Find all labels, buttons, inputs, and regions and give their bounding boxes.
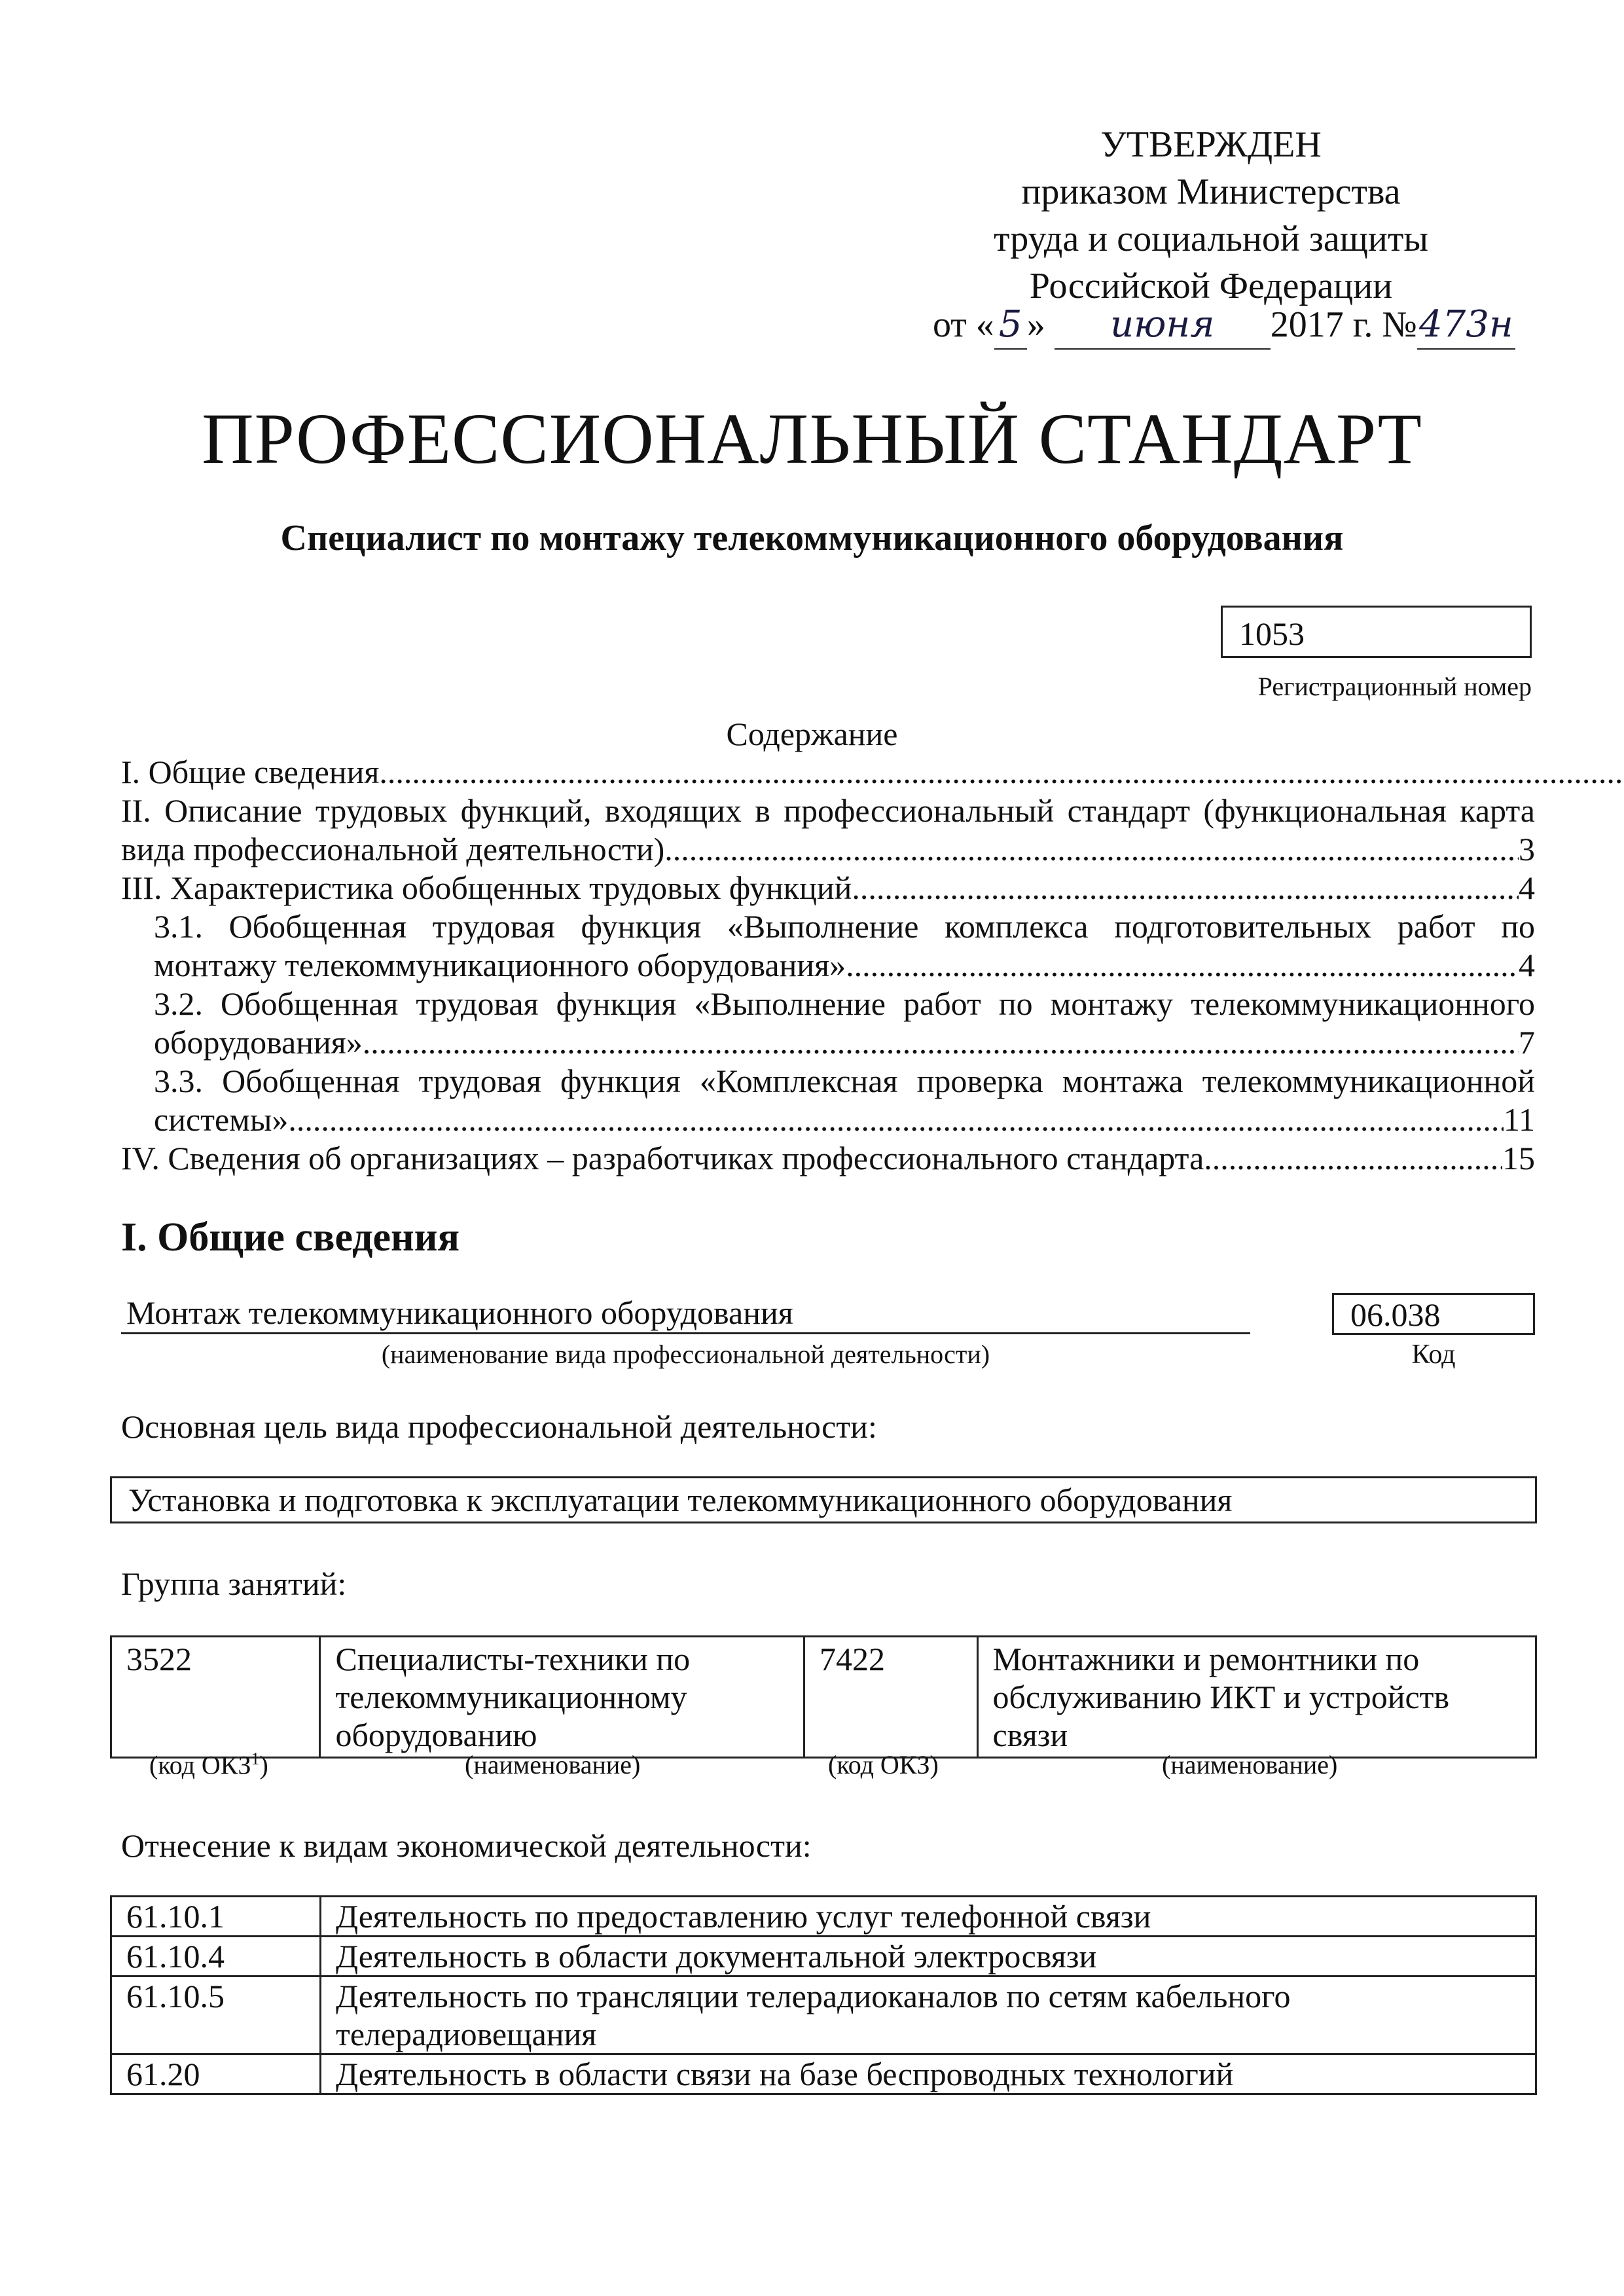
- toc-item-text: вида профессиональной деятельности): [121, 831, 665, 867]
- toc-item-text: оборудования»: [154, 1024, 363, 1061]
- toc-item-text: I. Общие сведения: [121, 754, 380, 790]
- toc-item-4[interactable]: [121, 1139, 1535, 1178]
- toc-item-page: 7: [1519, 1024, 1535, 1061]
- document-subtitle: Специалист по монтажу телекоммуникационного оборудования: [280, 518, 1344, 558]
- document-title: ПРОФЕССИОНАЛЬНЫЙ СТАНДАРТ: [202, 399, 1422, 479]
- economic-code: 61.10.5: [111, 1977, 321, 2054]
- registration-number-label: Регистрационный номер: [1257, 672, 1532, 701]
- order-date-line: [933, 301, 1515, 350]
- economic-activities-table: [110, 1895, 1537, 2095]
- order-year: 2017 г. №: [1270, 304, 1417, 345]
- table-of-contents: [121, 753, 1535, 1178]
- occupation-code-1: 3522: [111, 1637, 320, 1758]
- order-prefix: от «: [933, 304, 994, 345]
- economic-name: Деятельность в области связи на базе беспроводных технологий: [321, 2054, 1536, 2094]
- activity-caption: (наименование вида профессиональной деятельности): [381, 1339, 990, 1369]
- toc-item-2[interactable]: [121, 792, 1535, 869]
- economic-label: Отнесение к видам экономической деятельности:: [121, 1827, 812, 1864]
- toc-item-3-1[interactable]: [121, 907, 1535, 985]
- table-row: [111, 1937, 1536, 1977]
- order-number: 473н: [1417, 301, 1515, 350]
- toc-item-text: системы»: [154, 1101, 289, 1138]
- section-heading: I. Общие сведения: [121, 1215, 460, 1260]
- goal-label: Основная цель вида профессиональной деятельности:: [121, 1408, 877, 1445]
- toc-item-page: 4: [1519, 869, 1535, 906]
- table-row: [111, 1897, 1536, 1937]
- approval-line-1: УТВЕРЖДЕН: [1100, 124, 1322, 165]
- approval-line-2: приказом Министерства: [1021, 172, 1401, 212]
- approval-line-3: труда и социальной защиты: [994, 219, 1428, 259]
- occupation-caption-name-1: (наименование): [465, 1750, 641, 1779]
- approval-line-4: Российской Федерации: [1029, 266, 1393, 306]
- toc-item-text: монтажу телекоммуникационного оборудования»: [154, 947, 846, 983]
- table-row: [111, 1977, 1536, 2054]
- occupation-code-2: 7422: [804, 1637, 977, 1758]
- toc-item-3-3[interactable]: [121, 1062, 1535, 1139]
- order-month: июня: [1055, 301, 1271, 350]
- occupation-caption-code-1: (код ОКЗ$^1$): [149, 1749, 268, 1780]
- economic-name: Деятельность по трансляции телерадиоканалов по сетям кабельного телерадиовещания: [321, 1977, 1536, 2054]
- occupation-caption-name-2: (наименование): [1162, 1750, 1338, 1779]
- toc-item-lead: 3.2. Обобщенная трудовая функция «Выполнение работ по монтажу телекоммуникационного: [154, 985, 1535, 1022]
- occupation-caption-code-2: (код ОКЗ): [828, 1750, 939, 1779]
- goal-box: Установка и подготовка к эксплуатации телекоммуникационного оборудования: [110, 1476, 1537, 1523]
- toc-item-page: 3: [1519, 831, 1535, 867]
- activity-code-caption: Код: [1411, 1339, 1456, 1370]
- economic-code: 61.10.1: [111, 1897, 321, 1937]
- approval-block: [916, 121, 1506, 310]
- toc-item-page: 11: [1503, 1101, 1535, 1138]
- economic-name: Деятельность в области документальной электросвязи: [321, 1937, 1536, 1977]
- activity-name: Монтаж телекоммуникационного оборудования: [121, 1293, 1250, 1334]
- occupation-name-2: Монтажники и ремонтники по обслуживанию ИКТ и устройств связи: [977, 1637, 1536, 1758]
- toc-item-text: III. Характеристика обобщенных трудовых функций: [121, 869, 852, 906]
- economic-code: 61.20: [111, 2054, 321, 2094]
- economic-code: 61.10.4: [111, 1937, 321, 1977]
- toc-item-page: 4: [1519, 947, 1535, 983]
- occupation-name-1: Специалисты-техники по телекоммуникационному оборудованию: [320, 1637, 804, 1758]
- toc-title: Содержание: [726, 716, 898, 752]
- registration-number-box: 1053: [1221, 606, 1532, 658]
- toc-item-3-2[interactable]: [121, 985, 1535, 1062]
- table-row: [111, 1637, 1536, 1758]
- occupations-table: [110, 1635, 1537, 1758]
- occupations-label: Группа занятий:: [121, 1565, 347, 1602]
- order-mid: »: [1026, 304, 1045, 345]
- toc-item-text: IV. Сведения об организациях – разработчиках профессионального стандарта: [121, 1140, 1204, 1176]
- toc-item-3[interactable]: [121, 869, 1535, 907]
- toc-item-lead: 3.1. Обобщенная трудовая функция «Выполнение комплекса подготовительных работ по: [154, 908, 1535, 945]
- order-day: 5: [994, 301, 1027, 350]
- toc-item-lead: II. Описание трудовых функций, входящих в профессиональный стандарт (функциональная карта: [121, 792, 1535, 829]
- table-row: [111, 2054, 1536, 2094]
- toc-item-page: 15: [1502, 1140, 1535, 1176]
- toc-item-1[interactable]: [121, 753, 1535, 792]
- toc-item-lead: 3.3. Обобщенная трудовая функция «Комплексная проверка монтажа телекоммуникационной: [154, 1063, 1535, 1099]
- economic-name: Деятельность по предоставлению услуг телефонной связи: [321, 1897, 1536, 1937]
- activity-code-box: 06.038: [1332, 1293, 1535, 1335]
